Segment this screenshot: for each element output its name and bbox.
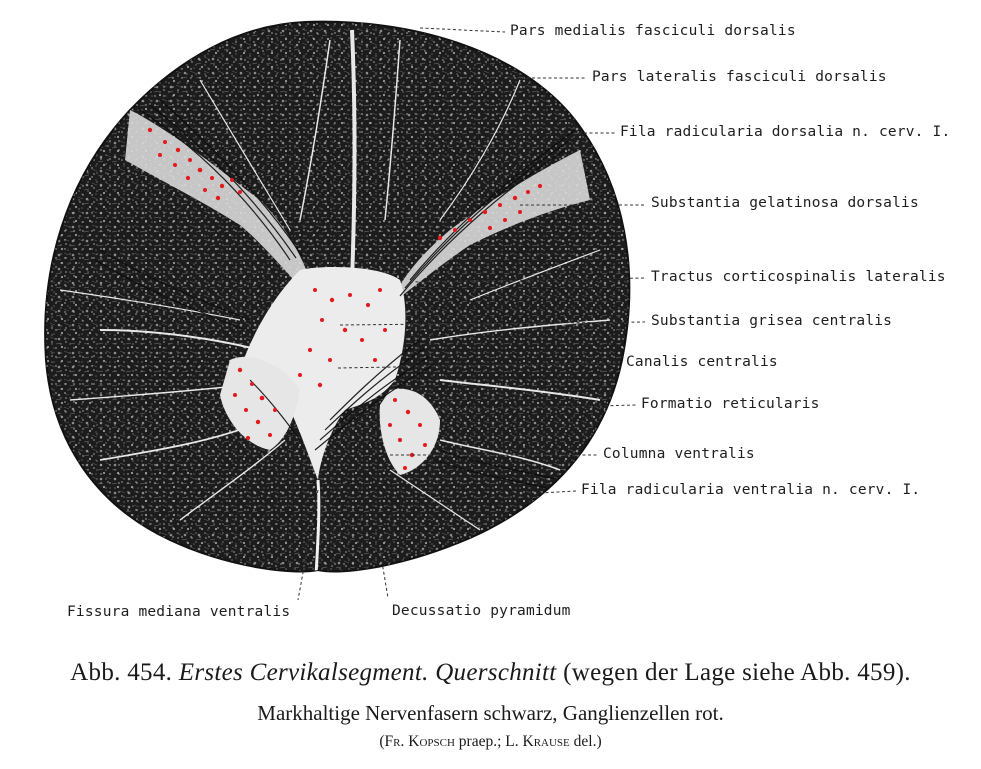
label-pars-medialis: Pars medialis fasciculi dorsalis — [510, 23, 796, 39]
credit-kopsch: Kopsch — [408, 733, 455, 750]
credit-fr: Fr. — [384, 733, 405, 750]
figure-caption-credit: (Fr. Kopsch praep.; L. Krause del.) — [379, 733, 602, 750]
label-tractus-corticospinalis: Tractus corticospinalis lateralis — [651, 269, 946, 285]
label-pars-lateralis: Pars lateralis fasciculi dorsalis — [592, 69, 887, 85]
label-decussatio-pyramidum: Decussatio pyramidum — [392, 603, 571, 619]
caption-title-rest: (wegen der Lage siehe Abb. 459). — [563, 659, 911, 686]
credit-praep: praep.; L. — [458, 733, 519, 750]
caption-number: Abb. 454. — [70, 659, 173, 686]
figure-caption-title — [0, 659, 981, 687]
label-fila-dorsalia: Fila radicularia dorsalia n. cerv. I. — [620, 124, 951, 140]
label-substantia-grisea: Substantia grisea centralis — [651, 313, 893, 329]
caption-title-italic: Erstes Cervikalsegment. Querschnitt — [178, 659, 557, 686]
label-formatio-reticularis: Formatio reticularis — [641, 396, 820, 412]
label-columna-ventralis: Columna ventralis — [603, 446, 755, 462]
credit-krause: Krause — [522, 733, 570, 750]
label-substantia-gelatinosa: Substantia gelatinosa dorsalis — [651, 195, 919, 211]
label-fissura-mediana: Fissura mediana ventralis — [67, 604, 291, 620]
credit-del: del.) — [573, 733, 602, 750]
label-fila-ventralia: Fila radicularia ventralia n. cerv. I. — [581, 482, 921, 498]
figure-caption-legend: Markhaltige Nervenfasern schwarz, Ganglienzellen rot. — [257, 701, 724, 725]
label-canalis-centralis: Canalis centralis — [626, 354, 778, 370]
